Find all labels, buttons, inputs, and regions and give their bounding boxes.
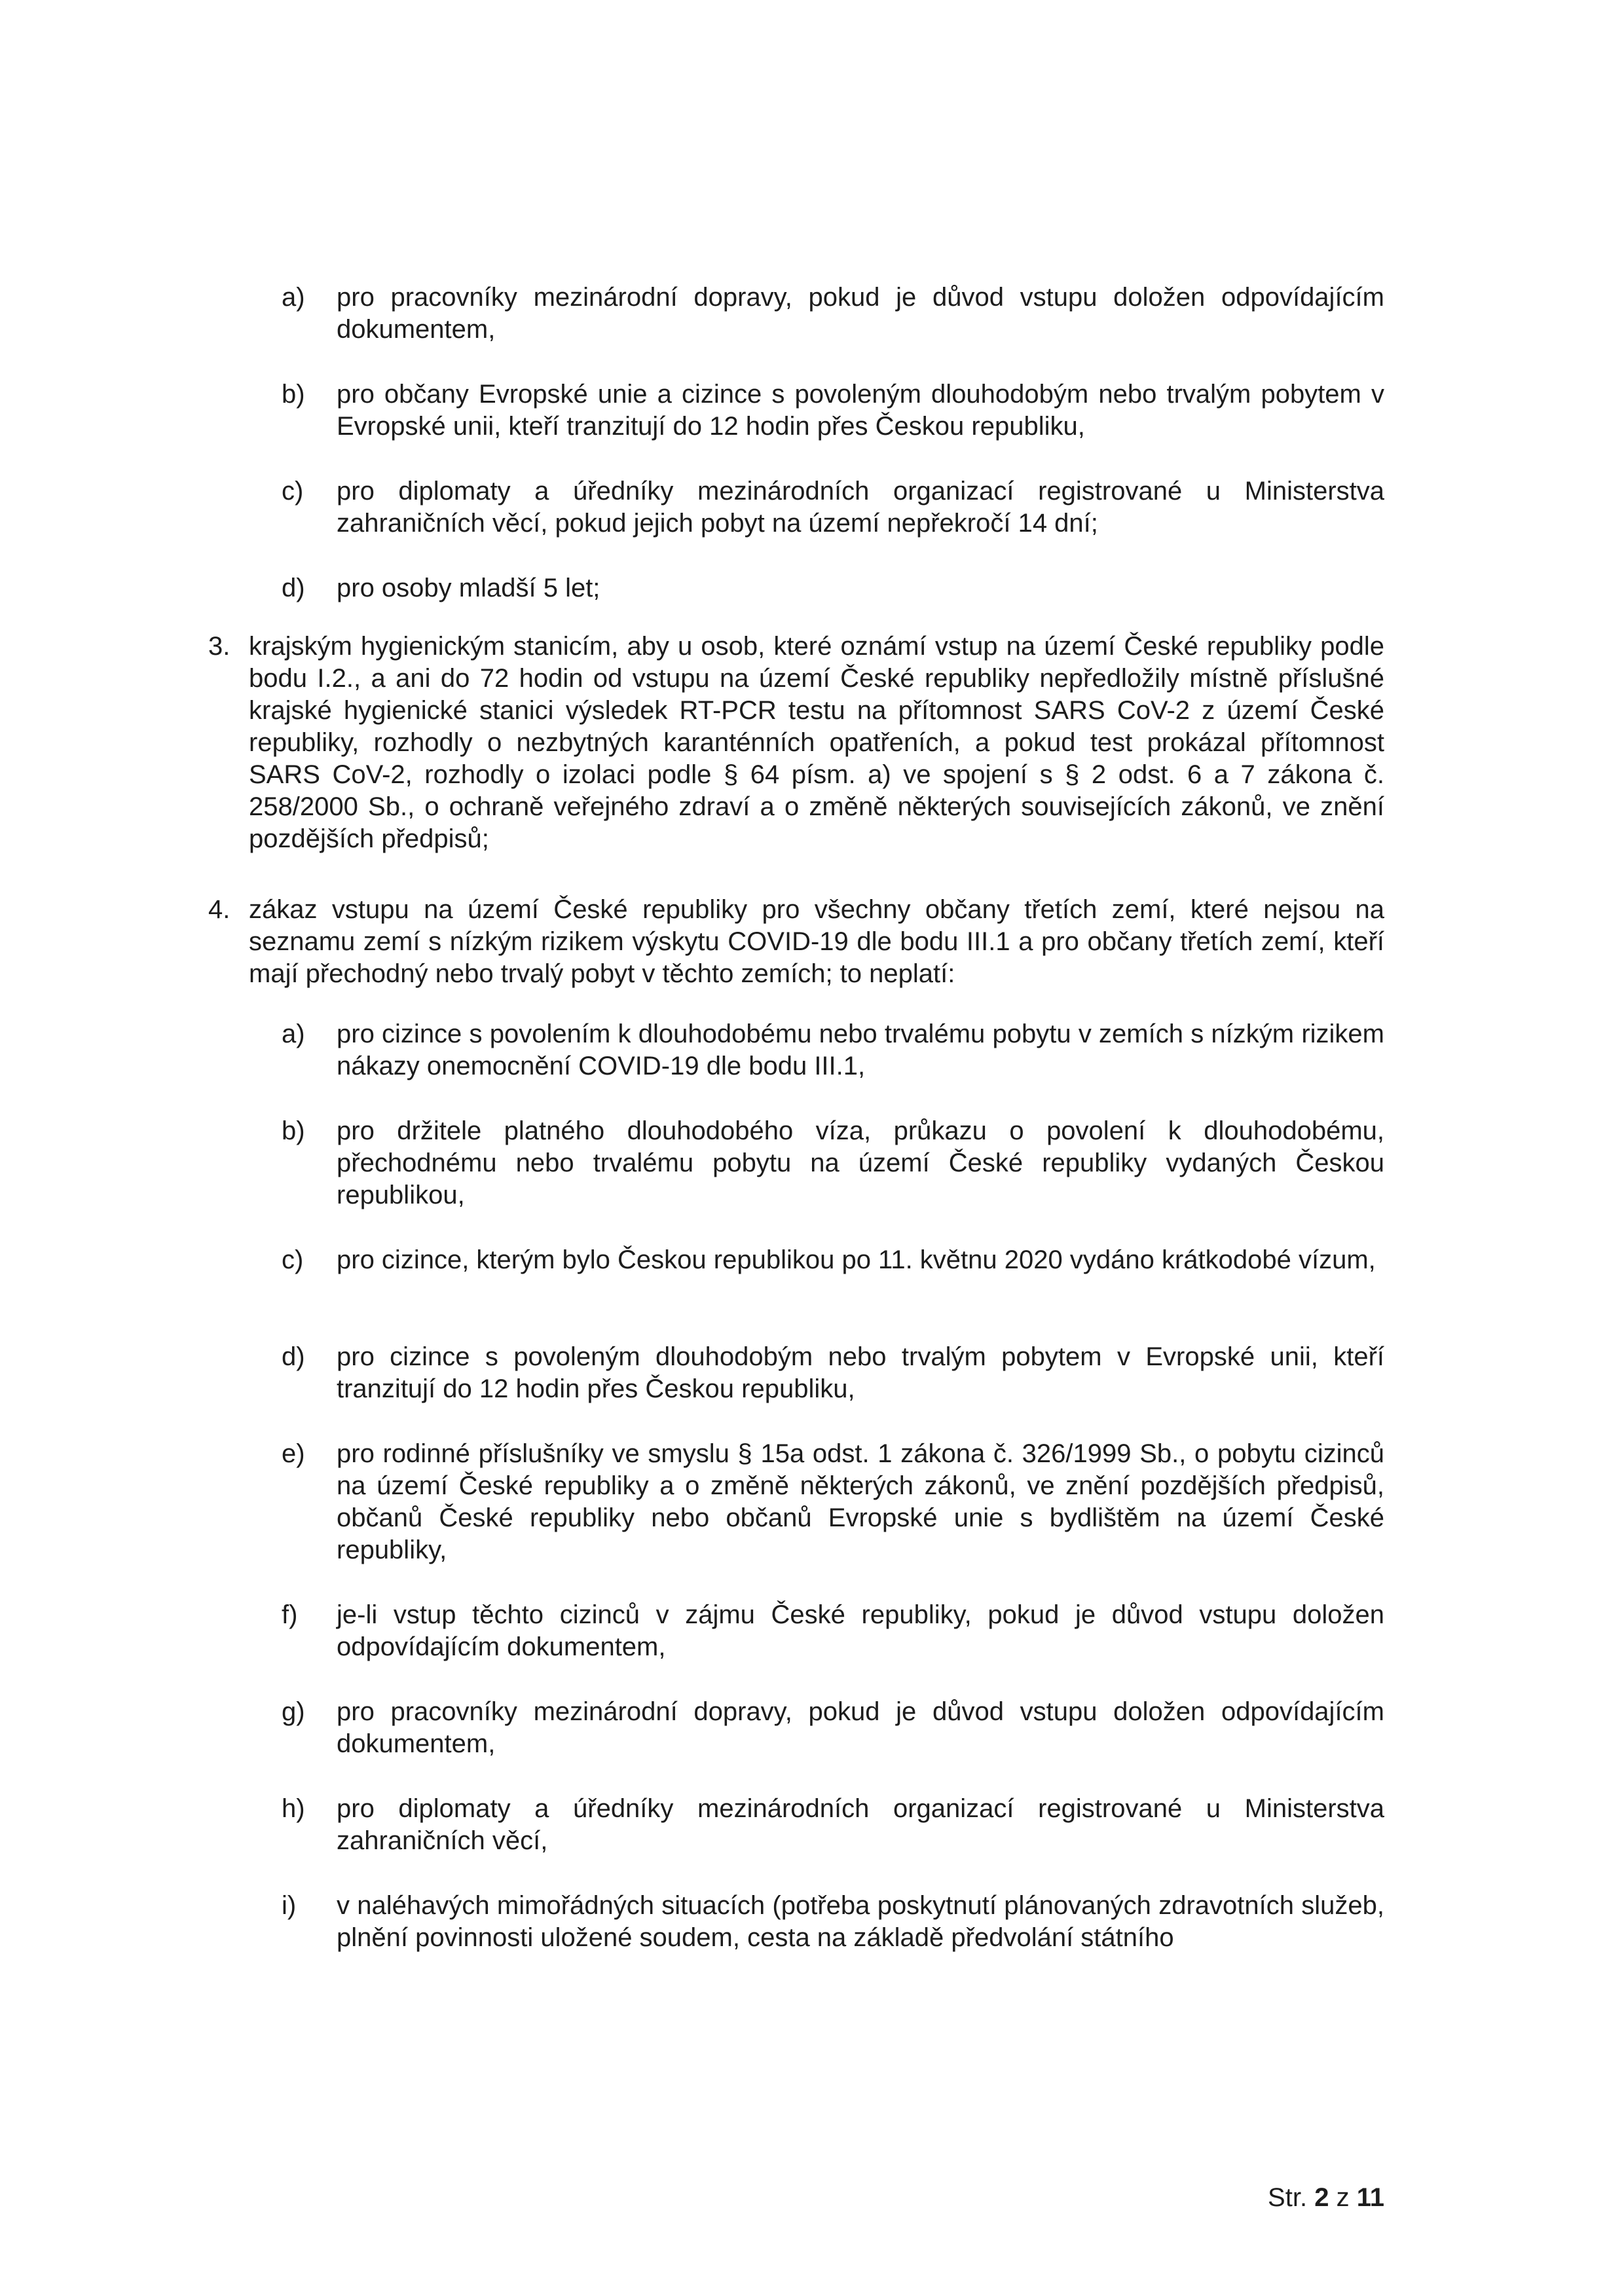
numbered-item-text: krajským hygienickým stanicím, aby u osob, které oznámí vstup na území České republiky podle bodu I.2., a ani do 72 hodin od vstupu na území České republiky nepředložily místně příslušné krajské hygienické stanici výsledek RT-PCR testu na přítomnost SARS CoV-2 z území České republiky, rozhodly o nezbytných karanténních opatřeních, a pokud test prokázal přítomnost SARS CoV-2, rozhodly o izolaci podle § 64 písm. a) ve spojení s § 2 odst. 6 a 7 zákona č. 258/2000 Sb., o ochraně veřejného zdraví a o změně některých souvisejících zákonů, ve znění pozdějších předpisů; [249, 632, 1384, 853]
list-marker: d) [282, 1342, 305, 1371]
list-item-text: pro cizince s povolením k dlouhodobému nebo trvalému pobytu v zemích s nízkým rizikem nákazy onemocnění COVID-19 dle bodu III.1, [337, 1020, 1384, 1080]
list-item-text: je-li vstup těchto cizinců v zájmu České republiky, pokud je důvod vstupu doložen odpovídajícím dokumentem, [337, 1600, 1384, 1661]
list-item-text: pro rodinné příslušníky ve smyslu § 15a odst. 1 zákona č. 326/1999 Sb., o pobytu cizinců na území České republiky a o změně některých zákonů, ve znění pozdějších předpisů, občanů České republiky nebo občanů Evropské unie s bydlištěm na území České republiky, [337, 1439, 1384, 1564]
list-marker: d) [282, 574, 305, 602]
page-number-separator: z [1336, 2183, 1350, 2212]
page-number-current: 2 [1314, 2183, 1329, 2212]
list-marker: f) [282, 1600, 298, 1629]
list-item-text: pro držitele platného dlouhodobého víza, průkazu o povolení k dlouhodobému, přechodnému nebo trvalému pobytu na území České republiky vydaných Českou republikou, [337, 1116, 1384, 1209]
list-item-text: pro diplomaty a úředníky mezinárodních organizací registrované u Ministerstva zahraničních věcí, [337, 1794, 1384, 1855]
list-marker: c) [282, 477, 304, 506]
page-number-total: 11 [1356, 2183, 1384, 2212]
list-number: 3. [208, 632, 231, 661]
list-marker: h) [282, 1794, 305, 1823]
numbered-item-text: zákaz vstupu na území České republiky pro všechny občany třetích zemí, které nejsou na seznamu zemí s nízkým rizikem výskytu COVID-19 dle bodu III.1 a pro občany třetích zemí, kteří mají přechodný nebo trvalý pobyt v těchto zemích; to neplatí: [249, 895, 1384, 988]
list-marker: a) [282, 283, 305, 312]
list-number: 4. [208, 895, 231, 924]
list-item-text: pro pracovníky mezinárodní dopravy, pokud je důvod vstupu doložen odpovídajícím dokumentem, [337, 283, 1384, 344]
list-item-text: pro diplomaty a úředníky mezinárodních organizací registrované u Ministerstva zahraničních věcí, pokud jejich pobyt na území nepřekročí 14 dní; [337, 477, 1384, 538]
page-number-prefix: Str. [1268, 2183, 1308, 2212]
list-marker: e) [282, 1439, 305, 1468]
list-item-text: v naléhavých mimořádných situacích (potřeba poskytnutí plánovaných zdravotních služeb, plnění povinnosti uložené soudem, cesta na základě předvolání státního [337, 1891, 1384, 1952]
list-item-text: pro osoby mladší 5 let; [337, 574, 600, 602]
list-marker: c) [282, 1245, 304, 1274]
list-marker: a) [282, 1020, 305, 1048]
list-item-text: pro cizince, kterým bylo Českou republikou po 11. květnu 2020 vydáno krátkodobé vízum, [337, 1245, 1376, 1274]
list-item-text: pro cizince s povoleným dlouhodobým nebo trvalým pobytem v Evropské unii, kteří tranzitují do 12 hodin přes Českou republiku, [337, 1342, 1384, 1403]
page-number [1113, 2182, 1384, 2214]
list-marker: b) [282, 1116, 305, 1145]
list-item-text: pro občany Evropské unie a cizince s povoleným dlouhodobým nebo trvalým pobytem v Evropské unii, kteří tranzitují do 12 hodin přes Českou republiku, [337, 380, 1384, 441]
list-marker: b) [282, 380, 305, 409]
list-marker: g) [282, 1697, 305, 1726]
list-marker: i) [282, 1891, 297, 1920]
list-item-text: pro pracovníky mezinárodní dopravy, pokud je důvod vstupu doložen odpovídajícím dokumentem, [337, 1697, 1384, 1758]
